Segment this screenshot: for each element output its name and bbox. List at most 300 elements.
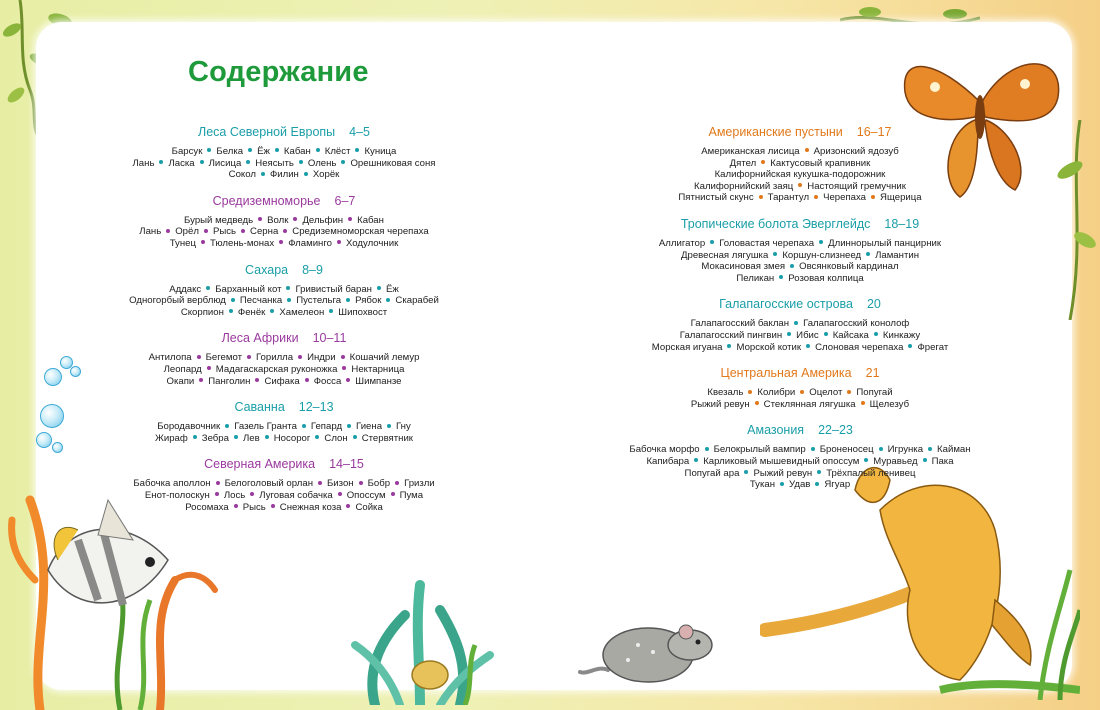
animal-name: Муравьед <box>873 455 918 467</box>
animal-name: Белокрылый вампир <box>713 444 806 456</box>
animal-name: Бурый медведь <box>184 214 254 226</box>
animal-name: Тарантул <box>767 192 810 204</box>
bullet-dot-icon <box>286 286 290 290</box>
animal-name: Одногорбый верблюд <box>129 295 226 307</box>
section-title: Средиземноморье <box>212 193 321 208</box>
section-title: Галапагосские острова <box>719 297 853 312</box>
animal-list-line <box>79 215 489 227</box>
animal-name: Ёж <box>385 283 399 295</box>
animal-list-line <box>79 364 489 376</box>
bullet-dot-icon <box>347 424 351 428</box>
animal-name: Пака <box>931 455 954 467</box>
section-heading <box>79 456 489 472</box>
animal-name: Аддакс <box>169 283 202 295</box>
section-pages: 4–5 <box>349 125 371 139</box>
animal-name: Белка <box>216 146 244 157</box>
animal-name: Попугай ара <box>684 467 740 479</box>
animal-list-line <box>595 169 1005 181</box>
bullet-dot-icon <box>391 492 395 496</box>
section-pages: 14–15 <box>329 457 364 472</box>
section-title: Амазония <box>747 423 805 438</box>
animal-name: Игрунка <box>887 444 924 456</box>
section-heading <box>595 422 1005 438</box>
animal-list-line <box>79 158 489 170</box>
bullet-dot-icon <box>779 275 783 279</box>
toc-section <box>79 399 489 444</box>
animal-name: Окапи <box>166 375 195 387</box>
animal-name: Мокасиновая змея <box>701 261 786 273</box>
bullet-dot-icon <box>271 504 275 508</box>
bullet-dot-icon <box>353 435 357 439</box>
bullet-dot-icon <box>761 160 765 164</box>
bullet-dot-icon <box>337 240 341 244</box>
section-title: Леса Северной Европы <box>197 125 336 139</box>
animal-name: Бобр <box>367 478 391 490</box>
animal-name: Морской котик <box>736 341 802 353</box>
rat-illustration <box>578 610 718 690</box>
bullet-dot-icon <box>759 195 763 199</box>
animal-name: Аризонский ядозуб <box>813 146 899 157</box>
animal-name: Филин <box>269 169 299 181</box>
animal-name: Калифорнийский заяц <box>694 180 794 192</box>
animal-name: Волк <box>267 214 289 226</box>
toc-section <box>595 365 1005 410</box>
bullet-dot-icon <box>908 344 912 348</box>
bullet-dot-icon <box>204 229 208 233</box>
animal-name: Серна <box>250 226 279 238</box>
animal-list-line <box>79 226 489 238</box>
section-heading <box>79 399 489 415</box>
animal-list-line <box>79 421 489 433</box>
bullet-dot-icon <box>275 148 279 152</box>
animal-name: Сифака <box>264 375 300 387</box>
bullet-dot-icon <box>207 148 211 152</box>
bullet-dot-icon <box>200 160 204 164</box>
animal-name: Древесная лягушка <box>680 249 769 261</box>
toc-section <box>79 193 489 250</box>
animal-name: Снежная коза <box>279 501 342 513</box>
animal-name: Кабан <box>357 214 384 226</box>
animal-list-line <box>595 192 1005 204</box>
bullet-dot-icon <box>815 482 819 486</box>
bullet-dot-icon <box>279 240 283 244</box>
bullet-dot-icon <box>727 344 731 348</box>
animal-list-line <box>79 490 489 502</box>
bullet-dot-icon <box>780 482 784 486</box>
animal-name: Орёл <box>175 226 199 238</box>
bubble <box>44 368 62 386</box>
bullet-dot-icon <box>197 355 201 359</box>
bullet-dot-icon <box>387 424 391 428</box>
bullet-dot-icon <box>805 148 809 152</box>
animal-name: Рыжий ревун <box>753 467 813 479</box>
toc-column-left <box>79 124 489 525</box>
animal-name: Неясыть <box>255 157 294 169</box>
section-title: Саванна <box>234 400 285 415</box>
animal-list-line <box>595 261 1005 273</box>
bullet-dot-icon <box>293 217 297 221</box>
bullet-dot-icon <box>814 195 818 199</box>
animal-name: Пустельга <box>296 295 342 307</box>
animal-name: Ходулочник <box>345 237 399 249</box>
animal-name: Тунец <box>169 237 196 249</box>
animal-name: Гну <box>396 421 411 433</box>
toc-section <box>595 124 1005 204</box>
bullet-dot-icon <box>928 447 932 451</box>
animal-name: Фрегат <box>917 341 949 353</box>
section-pages: 16–17 <box>856 125 892 139</box>
bullet-dot-icon <box>270 309 274 313</box>
animal-list-line <box>79 169 489 181</box>
animal-name: Ёж <box>257 146 270 157</box>
bullet-dot-icon <box>316 148 320 152</box>
bullet-dot-icon <box>342 366 346 370</box>
leaves-right-decoration <box>1040 120 1100 320</box>
animal-name: Овсянковый кардинал <box>799 261 899 273</box>
bullet-dot-icon <box>261 172 265 176</box>
animal-name: Длиннорылый панцирник <box>828 237 942 249</box>
section-title: Северная Америка <box>204 457 316 472</box>
bubble <box>52 442 63 453</box>
bullet-dot-icon <box>861 401 865 405</box>
animal-list-line <box>79 295 489 307</box>
bullet-dot-icon <box>346 298 350 302</box>
section-title: Тропические болота Эверглейдс <box>680 216 871 231</box>
bullet-dot-icon <box>248 148 252 152</box>
section-heading <box>79 124 489 140</box>
section-title: Американские пустыни <box>708 125 843 139</box>
bullet-dot-icon <box>923 458 927 462</box>
animal-list-line <box>595 387 1005 399</box>
animal-name: Лев <box>242 432 260 444</box>
animal-name: Бабочка аполлон <box>133 478 211 490</box>
animal-name: Барханный кот <box>215 283 282 295</box>
bullet-dot-icon <box>847 390 851 394</box>
bullet-dot-icon <box>231 298 235 302</box>
animal-name: Куница <box>364 146 397 157</box>
animal-list-line <box>595 456 1005 468</box>
animal-name: Зебра <box>201 432 229 444</box>
animal-name: Опоссум <box>346 489 386 501</box>
animal-name: Галапагосский конолоф <box>803 318 910 330</box>
animal-name: Стервятник <box>361 432 414 444</box>
bullet-dot-icon <box>386 298 390 302</box>
toc-section <box>79 124 489 181</box>
animal-name: Фламинго <box>288 237 332 249</box>
animal-name: Хорёк <box>312 169 340 181</box>
bullet-dot-icon <box>207 366 211 370</box>
animal-list-line <box>79 146 489 158</box>
bullet-dot-icon <box>806 344 810 348</box>
animal-list-line <box>595 158 1005 170</box>
bullet-dot-icon <box>341 355 345 359</box>
bullet-dot-icon <box>215 492 219 496</box>
bullet-dot-icon <box>193 435 197 439</box>
animal-name: Скарабей <box>395 295 439 307</box>
animal-name: Морская игуана <box>651 341 723 353</box>
bullet-dot-icon <box>879 447 883 451</box>
animal-name: Удав <box>789 479 811 491</box>
animal-name: Фенёк <box>237 306 266 318</box>
animal-name: Колибри <box>757 387 796 399</box>
animal-name: Тюлень-монах <box>209 237 275 249</box>
bullet-dot-icon <box>787 332 791 336</box>
animal-list-line <box>595 444 1005 456</box>
section-title: Леса Африки <box>221 331 299 346</box>
bullet-dot-icon <box>159 160 163 164</box>
section-pages: 10–11 <box>312 331 347 346</box>
bullet-dot-icon <box>346 378 350 382</box>
animal-name: Индри <box>307 352 336 364</box>
section-heading <box>79 330 489 346</box>
animal-name: Луговая собачка <box>259 489 333 501</box>
bullet-dot-icon <box>329 309 333 313</box>
animal-name: Кактусовый крапивник <box>770 157 871 169</box>
bullet-dot-icon <box>355 148 359 152</box>
bubble <box>36 432 52 448</box>
section-pages: 18–19 <box>884 216 920 231</box>
animal-list-line <box>595 468 1005 480</box>
animal-name: Шипохвост <box>338 306 388 318</box>
animal-name: Пятнистый скунс <box>678 192 754 204</box>
animal-name: Фосса <box>313 375 342 387</box>
animal-list-line <box>595 318 1005 330</box>
animal-name: Жираф <box>154 432 188 444</box>
animal-name: Ягуар <box>824 479 851 491</box>
bullet-dot-icon <box>811 447 815 451</box>
animal-name: Олень <box>307 157 337 169</box>
animal-name: Бородавочник <box>157 421 221 433</box>
bullet-dot-icon <box>305 378 309 382</box>
section-title: Центральная Америка <box>720 366 852 381</box>
animal-name: Квезаль <box>707 387 744 399</box>
animal-name: Лисица <box>208 157 242 169</box>
bullet-dot-icon <box>773 252 777 256</box>
toc-section <box>79 330 489 387</box>
bullet-dot-icon <box>359 481 363 485</box>
bullet-dot-icon <box>794 321 798 325</box>
bullet-dot-icon <box>225 424 229 428</box>
animal-name: Леопард <box>163 363 202 375</box>
section-heading <box>595 296 1005 312</box>
animal-name: Белоголовый орлан <box>224 478 313 490</box>
animal-name: Аллигатор <box>658 237 706 249</box>
bullet-dot-icon <box>318 481 322 485</box>
animal-name: Капибара <box>646 455 690 467</box>
animal-name: Гепард <box>310 421 343 433</box>
bullet-dot-icon <box>201 240 205 244</box>
animal-name: Бизон <box>327 478 354 490</box>
animal-name: Росомаха <box>185 501 229 513</box>
animal-list-line <box>595 238 1005 250</box>
animal-name: Слоновая черепаха <box>815 341 904 353</box>
animal-list-line <box>595 479 1005 491</box>
animal-name: Сокол <box>228 169 256 181</box>
animal-name: Кабан <box>283 146 311 157</box>
animal-list-line <box>595 330 1005 342</box>
animal-name: Орешниковая соня <box>350 157 436 169</box>
animal-name: Шимпанзе <box>355 375 402 387</box>
bullet-dot-icon <box>748 390 752 394</box>
animal-name: Тукан <box>749 479 775 491</box>
section-pages: 6–7 <box>334 193 356 208</box>
animal-list-line <box>79 238 489 250</box>
animal-name: Пума <box>399 489 424 501</box>
animal-list-line <box>79 433 489 445</box>
bullet-dot-icon <box>265 435 269 439</box>
bullet-dot-icon <box>744 470 748 474</box>
bullet-dot-icon <box>247 355 251 359</box>
bullet-dot-icon <box>866 252 870 256</box>
sea-anemone-illustration <box>345 555 495 705</box>
animal-name: Коршун-слизнеед <box>782 249 862 261</box>
bullet-dot-icon <box>234 435 238 439</box>
animal-name: Газель Гранта <box>234 421 297 433</box>
animal-name: Дятел <box>729 157 757 169</box>
toc-column-right <box>595 124 1005 503</box>
bullet-dot-icon <box>234 504 238 508</box>
bullet-dot-icon <box>299 160 303 164</box>
section-heading <box>595 124 1005 140</box>
animal-list-line <box>595 250 1005 262</box>
animal-name: Клёст <box>324 146 351 157</box>
toc-section <box>79 262 489 319</box>
bullet-dot-icon <box>241 229 245 233</box>
toc-section <box>595 216 1005 284</box>
section-pages: 20 <box>866 297 881 312</box>
animal-name: Кинкажу <box>882 329 921 341</box>
bullet-dot-icon <box>755 401 759 405</box>
bullet-dot-icon <box>694 458 698 462</box>
section-heading <box>595 365 1005 381</box>
animal-list-line <box>79 307 489 319</box>
animal-name: Оцелот <box>809 387 843 399</box>
bullet-dot-icon <box>255 378 259 382</box>
bullet-dot-icon <box>871 195 875 199</box>
animal-name: Лось <box>223 489 246 501</box>
animal-name: Лань <box>139 226 162 238</box>
animal-name: Ласка <box>168 157 195 169</box>
bullet-dot-icon <box>246 160 250 164</box>
animal-name: Ламантин <box>875 249 919 261</box>
animal-list-line <box>79 376 489 388</box>
bullet-dot-icon <box>819 240 823 244</box>
bullet-dot-icon <box>395 481 399 485</box>
animal-name: Лань <box>132 157 155 169</box>
animal-name: Черепаха <box>823 192 867 204</box>
animal-list-line <box>79 352 489 364</box>
bullet-dot-icon <box>287 298 291 302</box>
bullet-dot-icon <box>206 286 210 290</box>
animal-name: Кайсака <box>832 329 869 341</box>
animal-name: Панголин <box>208 375 251 387</box>
bullet-dot-icon <box>790 264 794 268</box>
animal-name: Бегемот <box>205 352 242 364</box>
animal-name: Дельфин <box>302 214 344 226</box>
bullet-dot-icon <box>800 390 804 394</box>
animal-name: Американская лисица <box>701 146 800 157</box>
animal-name: Кайман <box>937 444 971 456</box>
section-heading <box>595 216 1005 232</box>
animal-name: Щелезуб <box>869 398 910 410</box>
bullet-dot-icon <box>283 229 287 233</box>
animal-name: Стеклянная лягушка <box>763 398 856 410</box>
animal-name: Гиена <box>356 421 383 433</box>
animal-name: Галапагосский пингвин <box>679 329 783 341</box>
animal-name: Кошачий лемур <box>349 352 420 364</box>
bullet-dot-icon <box>258 217 262 221</box>
animal-name: Средиземноморская черепаха <box>292 226 429 238</box>
bullet-dot-icon <box>199 378 203 382</box>
section-pages: 22–23 <box>818 423 853 438</box>
animal-name: Нектарница <box>351 363 405 375</box>
bullet-dot-icon <box>348 217 352 221</box>
bullet-dot-icon <box>302 424 306 428</box>
animal-name: Пеликан <box>736 272 775 284</box>
animal-name: Сойка <box>355 501 383 513</box>
animal-list-line <box>79 284 489 296</box>
animal-list-line <box>595 342 1005 354</box>
bullet-dot-icon <box>864 458 868 462</box>
bullet-dot-icon <box>250 492 254 496</box>
section-heading <box>79 193 489 209</box>
animal-list-line <box>79 502 489 514</box>
animal-list-line <box>595 146 1005 158</box>
bubble <box>40 404 64 428</box>
animal-list-line <box>595 181 1005 193</box>
bullet-dot-icon <box>710 240 714 244</box>
toc-section <box>595 422 1005 490</box>
bullet-dot-icon <box>798 183 802 187</box>
bullet-dot-icon <box>304 172 308 176</box>
bullet-dot-icon <box>229 309 233 313</box>
bullet-dot-icon <box>315 435 319 439</box>
animal-name: Ящерица <box>880 192 922 204</box>
section-pages: 8–9 <box>302 262 323 277</box>
animal-name: Хамелеон <box>279 306 325 318</box>
page-title: Содержание <box>188 56 369 88</box>
animal-name: Рябок <box>355 295 382 307</box>
animal-list-line <box>595 273 1005 285</box>
animal-name: Песчанка <box>239 295 283 307</box>
animal-name: Попугай <box>856 387 893 399</box>
animal-name: Слон <box>324 432 348 444</box>
animal-name: Енот-полоскун <box>144 489 210 501</box>
bullet-dot-icon <box>377 286 381 290</box>
animal-name: Ибис <box>796 329 819 341</box>
animal-name: Калифорнийская кукушка-подорожник <box>714 169 886 181</box>
animal-list-line <box>79 478 489 490</box>
toc-section <box>595 296 1005 353</box>
animal-name: Рысь <box>212 226 237 238</box>
bullet-dot-icon <box>705 447 709 451</box>
animal-name: Трёхпалый ленивец <box>826 467 916 479</box>
animal-name: Броненосец <box>819 444 874 456</box>
bullet-dot-icon <box>338 492 342 496</box>
bullet-dot-icon <box>874 332 878 336</box>
animal-name: Бабочка морфо <box>629 444 700 456</box>
section-pages: 12–13 <box>298 400 334 415</box>
animal-name: Розовая колпица <box>788 272 864 284</box>
bullet-dot-icon <box>817 470 821 474</box>
animal-name: Мадагаскарская руконожка <box>215 363 338 375</box>
animal-list-line <box>595 399 1005 411</box>
section-title: Сахара <box>245 262 289 277</box>
animal-name: Горилла <box>255 352 294 364</box>
bullet-dot-icon <box>346 504 350 508</box>
bullet-dot-icon <box>298 355 302 359</box>
animal-name: Гривистый баран <box>295 283 372 295</box>
